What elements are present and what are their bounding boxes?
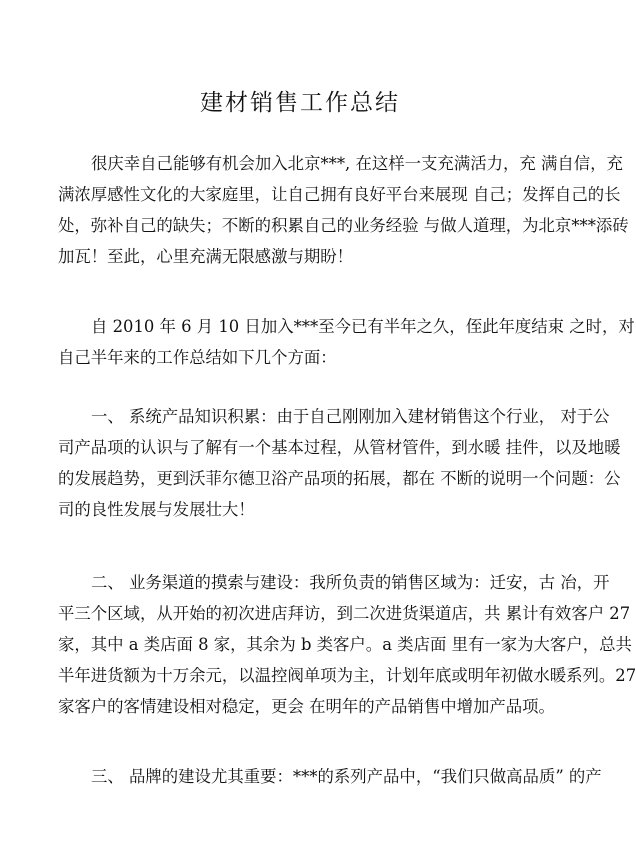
text-line: 二、 业务渠道的摸索与建设：我所负责的销售区域为：迁安，古 冶，开 xyxy=(91,573,610,592)
text-line: 的发展趋势，更到沃菲尔德卫浴产品项的拓展，都在 不断的说明一个问题：公 xyxy=(58,469,621,488)
text-line: 很庆幸自己能够有机会加入北京***, 在这样一支充满活力，充 满自信，充 xyxy=(91,154,623,173)
text-line: 加瓦！至此，心里充满无限感激与期盼！ xyxy=(58,247,354,266)
paragraph-intro xyxy=(58,148,629,272)
text-line: 家客户的客情建设相对稳定，更会 在明年的产品销售中增加产品项。 xyxy=(58,697,555,716)
text-line: 平三个区域，从开始的初次进店拜访，到二次进货渠道店，共 累计有效客户 27 xyxy=(58,604,631,623)
paragraph-summary-intro xyxy=(58,311,635,373)
text-line: 司产品项的认识与了解有一个基本过程，从管材管件，到水暖 挂件，以及地暖 xyxy=(58,438,621,457)
text-line: 家，其中 a 类店面 8 家，其余为 b 类客户。a 类店面 里有一家为大客户，总共 xyxy=(58,635,632,654)
text-line: 三、 品牌的建设尤其重要：***的系列产品中，“我们只做高品质” 的产 xyxy=(91,767,602,786)
text-line: 司的良性发展与发展壮大！ xyxy=(58,500,255,519)
text-line: 一、 系统产品知识积累：由于自己刚刚加入建材销售这个行业， 对于公 xyxy=(91,407,610,426)
paragraph-section-2 xyxy=(58,567,636,722)
text-line: 半年进货额为十万余元，以温控阀单项为主，计划年底或明年初做水暖系列。27 xyxy=(58,666,636,685)
text-line: 自己半年来的工作总结如下几个方面： xyxy=(58,348,337,367)
text-line: 自 2010 年 6 月 10 日加入***至今已有半年之久，侄此年度结束 之时，对 xyxy=(91,317,635,336)
document-title: 建材销售工作总结 xyxy=(200,90,400,116)
paragraph-section-1 xyxy=(58,401,621,525)
text-line: 处，弥补自己的缺失；不断的积累自己的业务经验 与做人道理，为北京***添砖 xyxy=(58,216,629,235)
paragraph-section-3 xyxy=(58,761,602,792)
text-line: 满浓厚感性文化的大家庭里，让自己拥有良好平台来展现 自己；发挥自己的长 xyxy=(58,185,621,204)
